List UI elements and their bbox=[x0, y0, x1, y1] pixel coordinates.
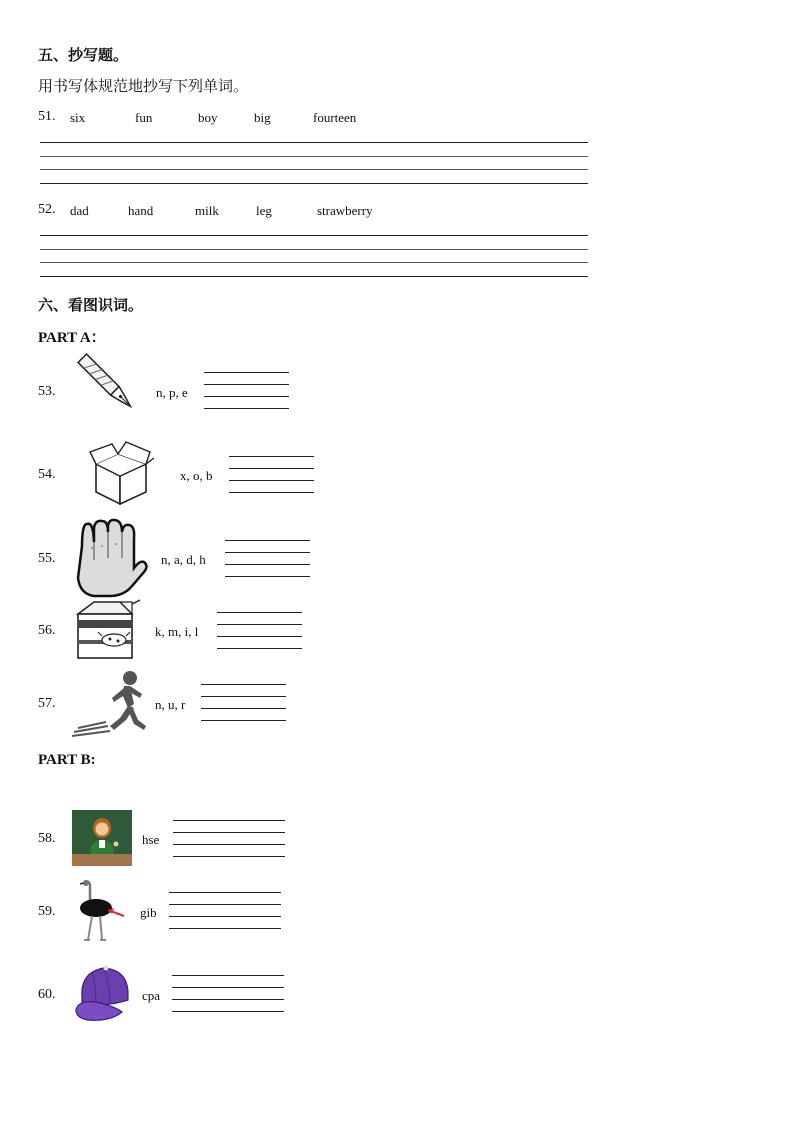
word-fun: fun bbox=[135, 110, 153, 125]
word-leg: leg bbox=[256, 203, 272, 218]
part-b-label: PART B: bbox=[38, 752, 96, 768]
word-big: big bbox=[254, 110, 271, 125]
question-59-number: 59. bbox=[38, 904, 56, 919]
letters-59: gib bbox=[140, 905, 157, 920]
teacher-icon bbox=[72, 810, 132, 866]
word-six: six bbox=[70, 110, 86, 125]
letters-60: cpa bbox=[142, 988, 161, 1003]
question-55-number: 55. bbox=[38, 551, 56, 566]
question-60-number: 60. bbox=[38, 987, 56, 1002]
letters-57: n, u, r bbox=[155, 697, 186, 712]
word-milk: milk bbox=[195, 203, 219, 218]
question-51-number: 51. bbox=[38, 109, 56, 124]
pen-icon bbox=[76, 352, 148, 424]
letters-53: n, p, e bbox=[156, 385, 188, 400]
hand-icon bbox=[72, 518, 150, 598]
letters-55: n, a, d, h bbox=[161, 552, 206, 567]
question-56-number: 56. bbox=[38, 623, 56, 638]
milk-carton-icon bbox=[74, 600, 142, 662]
letters-56: k, m, i, l bbox=[155, 624, 199, 639]
word-hand: hand bbox=[128, 203, 154, 218]
section-6-title: 六、看图识词。 bbox=[38, 298, 144, 314]
word-dad: dad bbox=[70, 203, 89, 218]
question-58-number: 58. bbox=[38, 831, 56, 846]
word-strawberry: strawberry bbox=[317, 203, 373, 218]
runner-icon bbox=[70, 668, 148, 738]
word-fourteen: fourteen bbox=[313, 110, 357, 125]
ostrich-icon bbox=[70, 878, 130, 946]
word-boy: boy bbox=[198, 110, 218, 125]
cap-icon bbox=[74, 964, 132, 1026]
question-54-number: 54. bbox=[38, 467, 56, 482]
question-53-number: 53. bbox=[38, 384, 56, 399]
letters-58: hse bbox=[142, 832, 160, 847]
part-a-label: PART A： bbox=[38, 330, 106, 346]
section-5-instruction: 用书写体规范地抄写下列单词。 bbox=[38, 79, 249, 95]
question-52-number: 52. bbox=[38, 202, 56, 217]
letters-54: x, o, b bbox=[180, 468, 213, 483]
box-icon bbox=[88, 440, 156, 506]
section-5-title: 五、抄写题。 bbox=[38, 48, 129, 64]
question-57-number: 57. bbox=[38, 696, 56, 711]
